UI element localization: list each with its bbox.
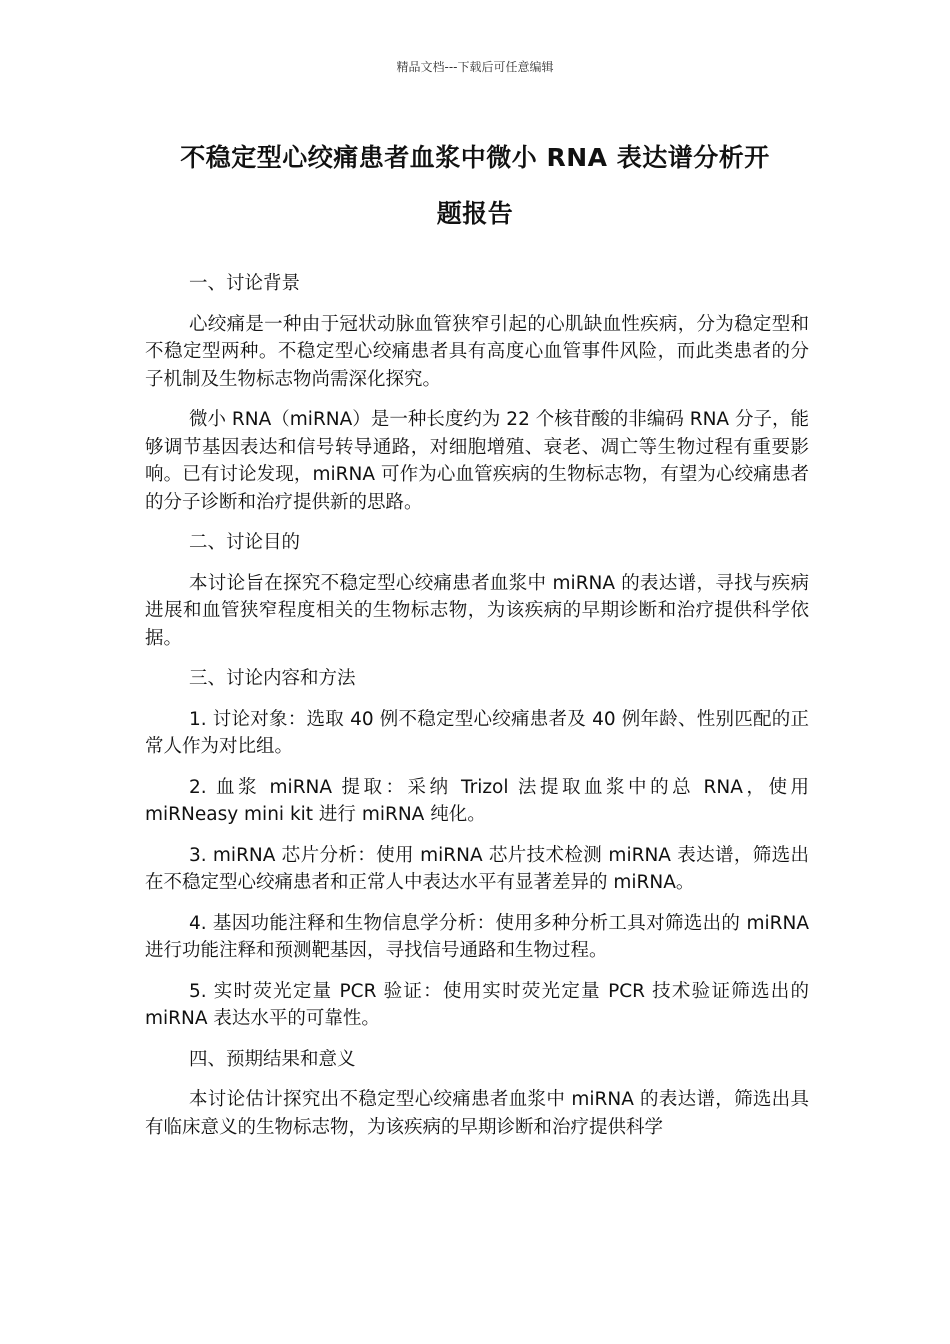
title-line-1: 不稳定型心绞痛患者血浆中微小 RNA 表达谱分析开	[180, 143, 770, 172]
method-item: 4. 基因功能注释和生物信息学分析：使用多种分析工具对筛选出的 miRNA 进行功能注释和预测靶基因，寻找信号通路和生物过程。	[145, 912, 809, 961]
method-item: 3. miRNA 芯片分析：使用 miRNA 芯片技术检测 miRNA 表达谱，筛选出在不稳定型心绞痛患者和正常人中表达水平有显著差异的 miRNA。	[145, 844, 809, 893]
paragraph: 本讨论旨在探究不稳定型心绞痛患者血浆中 miRNA 的表达谱，寻找与疾病进展和血管狭窄程度相关的生物标志物，为该疾病的早期诊断和治疗提供科学依据。	[145, 572, 809, 649]
document-body	[145, 270, 809, 1154]
document-title	[140, 130, 810, 242]
paragraph: 微小 RNA（miRNA）是一种长度约为 22 个核苷酸的非编码 RNA 分子，能够调节基因表达和信号转导通路，对细胞增殖、衰老、凋亡等生物过程有重要影响。已有讨论发现，miRNA 可作为心血管疾病的生物标志物，有望为心绞痛患者的分子诊断和治疗提供新的思路。	[145, 409, 809, 513]
section-heading-background: 一、讨论背景	[189, 273, 301, 294]
section-heading-methods: 三、讨论内容和方法	[189, 668, 356, 689]
page-header: 精品文档---下载后可任意编辑	[396, 60, 554, 74]
section-heading-purpose: 二、讨论目的	[189, 532, 301, 553]
method-item: 1. 讨论对象：选取 40 例不稳定型心绞痛患者及 40 例年龄、性别匹配的正常人作为对比组。	[145, 708, 809, 757]
title-line-2: 题报告	[436, 199, 514, 228]
method-item: 2. 血浆 miRNA 提取：采纳 Trizol 法提取血浆中的总 RNA，使用 miRNeasy mini kit 进行 miRNA 纯化。	[145, 776, 809, 825]
section-heading-results: 四、预期结果和意义	[189, 1048, 356, 1070]
paragraph: 本讨论估计探究出不稳定型心绞痛患者血浆中 miRNA 的表达谱，筛选出具有临床意义的生物标志物，为该疾病的早期诊断和治疗提供科学	[145, 1089, 809, 1138]
method-item: 5. 实时荧光定量 PCR 验证：使用实时荧光定量 PCR 技术验证筛选出的 miRNA 表达水平的可靠性。	[145, 980, 809, 1029]
paragraph: 心绞痛是一种由于冠状动脉血管狭窄引起的心肌缺血性疾病，分为稳定型和不稳定型两种。不稳定型心绞痛患者具有高度心血管事件风险，而此类患者的分子机制及生物标志物尚需深化探究。	[145, 313, 809, 390]
